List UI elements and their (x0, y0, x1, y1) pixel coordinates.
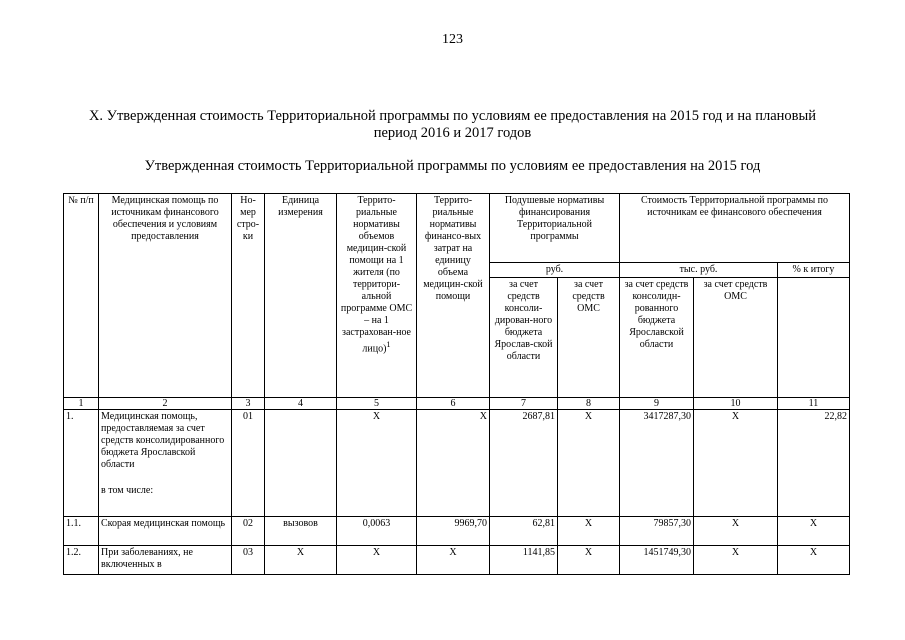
page-number: 123 (442, 32, 463, 47)
header-care: Медицинская помощь по источникам финансового обеспечения и условиям предоставления (99, 194, 232, 398)
row-t-budget: 3417287,30 (620, 410, 694, 517)
row-pc-oms: X (558, 546, 620, 575)
column-number: 6 (417, 398, 490, 410)
row-cost: 9969,70 (417, 517, 490, 546)
row-name-cell (99, 410, 232, 517)
header-cost: Террито-риальные нормативы финансо-вых затрат на единицу объема медицин-ской помощи (417, 194, 490, 398)
row-line: 02 (232, 517, 265, 546)
row-pc-oms: X (558, 410, 620, 517)
row-t-budget: 1451749,30 (620, 546, 694, 575)
row-t-oms: X (694, 517, 778, 546)
header-unit: Единица измерения (265, 194, 337, 398)
header-total-cost: Стоимость Территориальной программы по источникам ее финансового обеспечения (620, 194, 850, 263)
header-percent-total: % к итогу (778, 263, 850, 278)
row-volume: 0,0063 (337, 517, 417, 546)
row-name: Скорая медицинская помощь (99, 517, 232, 546)
section-title (60, 108, 845, 142)
column-number: 7 (490, 398, 558, 410)
column-number: 1 (64, 398, 99, 410)
row-num: 1. (64, 410, 99, 517)
table-row (64, 410, 850, 517)
row-volume: X (337, 546, 417, 575)
header-volume-text: Террито-риальные нормативы объемов медицин-ской помощи на 1 жителя (по территори-альной программе ОМС – на 1 застрахован-ное лицо) (340, 195, 413, 355)
column-number: 3 (232, 398, 265, 410)
column-number: 10 (694, 398, 778, 410)
header-pc-oms: за счет средств ОМС (558, 278, 620, 398)
table-row (64, 517, 850, 546)
row-num: 1.1. (64, 517, 99, 546)
header-row-1 (64, 194, 850, 263)
column-number-row (64, 398, 850, 410)
column-number: 4 (265, 398, 337, 410)
row-name: Медицинская помощь, предоставляемая за счет средств консолидированного бюджета Ярославской области (101, 411, 225, 470)
row-unit: X (265, 546, 337, 575)
header-rub: руб. (490, 263, 620, 278)
row-pc-oms: X (558, 517, 620, 546)
cost-table (63, 193, 850, 575)
header-num: № п/п (64, 194, 99, 398)
header-t-budget: за счет средств консолидн-рованного бюджета Ярославской области (620, 278, 694, 398)
row-volume: X (337, 410, 417, 517)
row-line: 01 (232, 410, 265, 517)
row-cost: X (417, 546, 490, 575)
row-name: При заболеваниях, не включенных в (99, 546, 232, 575)
table-subtitle: Утвержденная стоимость Территориальной программы по условиям ее предоставления на 2015 год (144, 158, 761, 174)
column-number: 8 (558, 398, 620, 410)
header-row-no: Но-мер стро-ки (232, 194, 265, 398)
row-pc-budget: 1141,85 (490, 546, 558, 575)
header-thousand-rub: тыс. руб. (620, 263, 778, 278)
row-percent: X (778, 517, 850, 546)
row-cost: X (417, 410, 490, 517)
row-num: 1.2. (64, 546, 99, 575)
row-t-oms: X (694, 546, 778, 575)
row-percent: X (778, 546, 850, 575)
header-pc-budget: за счет средств консоли-дирован-ного бюджета Ярослав-ской области (490, 278, 558, 398)
section-title-line1: X. Утвержденная стоимость Территориальной программы по условиям ее предоставления на 2015 год и на плановый (88, 108, 817, 124)
header-t-oms: за счет средств ОМС (694, 278, 778, 398)
row-pc-budget: 62,81 (490, 517, 558, 546)
row-unit: вызовов (265, 517, 337, 546)
footnote-mark: 1 (386, 340, 391, 349)
column-number: 2 (99, 398, 232, 410)
column-number: 5 (337, 398, 417, 410)
row-pc-budget: 2687,81 (490, 410, 558, 517)
column-number: 9 (620, 398, 694, 410)
table-row (64, 546, 850, 575)
row-t-budget: 79857,30 (620, 517, 694, 546)
row-percent: 22,82 (778, 410, 850, 517)
row-line: 03 (232, 546, 265, 575)
header-volume (337, 194, 417, 398)
section-title-line2: период 2016 и 2017 годов (373, 125, 532, 141)
row-t-oms: X (694, 410, 778, 517)
row-unit (265, 410, 337, 517)
header-percent-empty (778, 278, 850, 398)
header-per-capita: Подушевые нормативы финансирования Территориальной программы (490, 194, 620, 263)
row-note: в том числе: (101, 485, 154, 496)
column-number: 11 (778, 398, 850, 410)
